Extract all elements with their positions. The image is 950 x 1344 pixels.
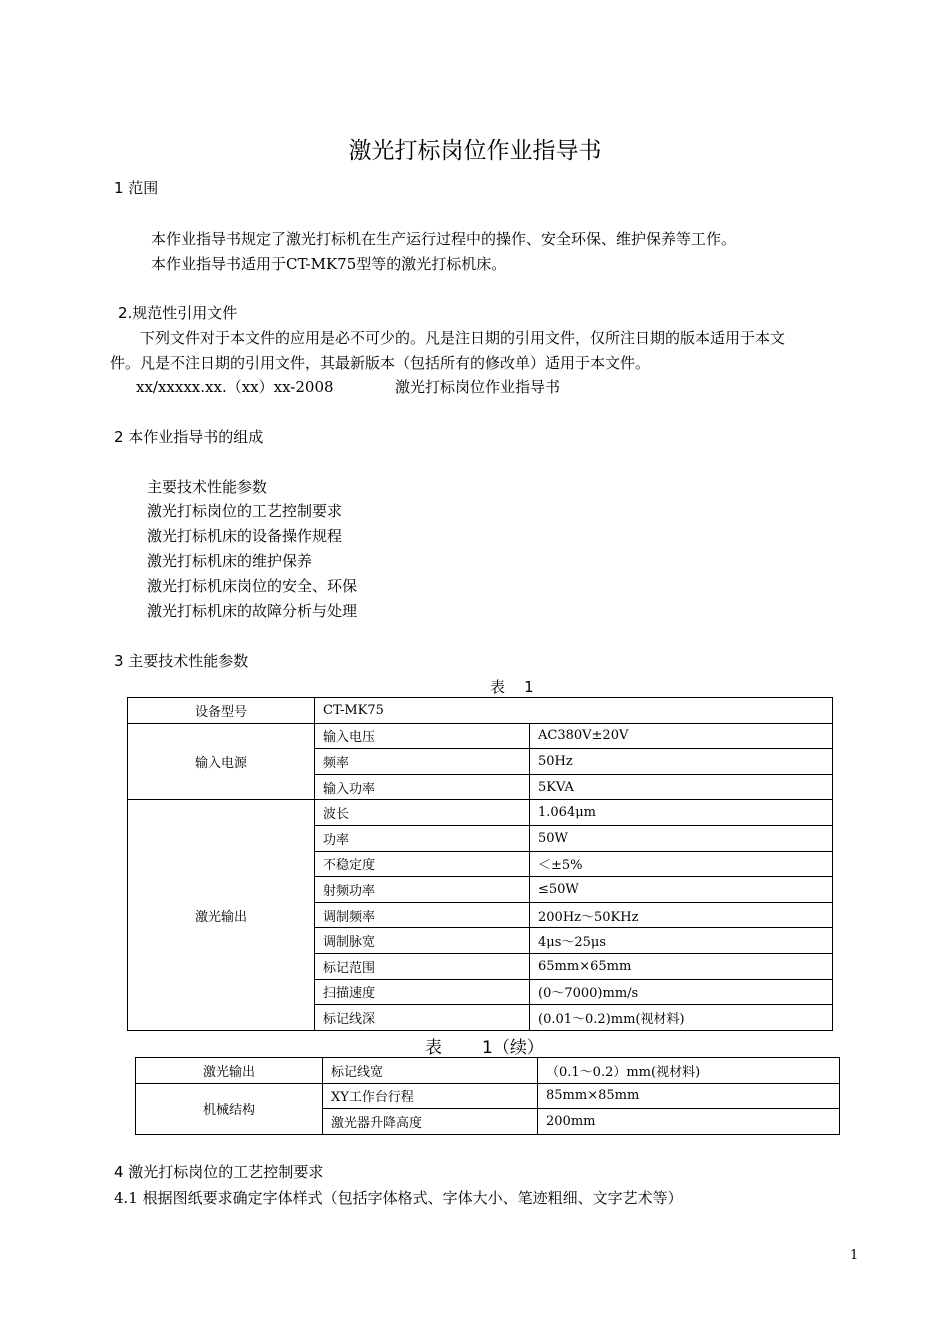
power-group-cell: 输入电源 bbox=[128, 723, 315, 800]
section-1-heading: 1 范围 bbox=[114, 179, 159, 197]
composition-item: 激光打标机床的设备操作规程 bbox=[147, 527, 343, 545]
parameters-table-continued bbox=[135, 1057, 840, 1135]
param-value-cell: ＜±5% bbox=[530, 851, 833, 877]
param-value-cell: 200Hz～50KHz bbox=[530, 902, 833, 928]
page-title: 激光打标岗位作业指导书 bbox=[348, 138, 602, 164]
param-name-cell: 不稳定度 bbox=[315, 851, 530, 877]
reference-name: 激光打标岗位作业指导书 bbox=[395, 378, 561, 396]
param-name-cell: 频率 bbox=[315, 749, 530, 775]
process-control-item-4-1: 4.1 根据图纸要求确定字体样式（包括字体格式、字体大小、笔迹粗细、文字艺术等） bbox=[114, 1189, 683, 1207]
param-value-cell: ≤50W bbox=[530, 877, 833, 903]
mechanical-group-cell: 机械结构 bbox=[136, 1083, 323, 1134]
table-1-continued-caption-label: 表 bbox=[425, 1038, 442, 1058]
normative-references-line-2: 件。凡是不注日期的引用文件，其最新版本（包括所有的修改单）适用于本文件。 bbox=[110, 354, 651, 372]
param-name-cell: 调制频率 bbox=[315, 902, 530, 928]
normative-references-heading: 2.规范性引用文件 bbox=[118, 304, 238, 322]
param-value-cell: 65mm×65mm bbox=[530, 953, 833, 979]
composition-item: 激光打标机床的维护保养 bbox=[147, 552, 313, 570]
param-value-cell: (0.01～0.2)mm(视材料) bbox=[530, 1005, 833, 1031]
param-name-cell: XY工作台行程 bbox=[323, 1083, 538, 1109]
param-name-cell: 调制脉宽 bbox=[315, 928, 530, 954]
process-control-heading: 4 激光打标岗位的工艺控制要求 bbox=[114, 1163, 324, 1181]
model-label-cell: 设备型号 bbox=[128, 698, 315, 724]
param-name-cell: 射频功率 bbox=[315, 877, 530, 903]
page-number: 1 bbox=[850, 1248, 859, 1263]
param-value-cell: 1.064μm bbox=[530, 800, 833, 826]
param-value-cell: AC380V±20V bbox=[530, 723, 833, 749]
param-value-cell: 85mm×85mm bbox=[538, 1083, 840, 1109]
composition-item: 激光打标岗位的工艺控制要求 bbox=[147, 502, 343, 520]
param-name-cell: 标记线宽 bbox=[323, 1058, 538, 1084]
model-value-cell: CT-MK75 bbox=[315, 698, 833, 724]
section-1-paragraph-1: 本作业指导书规定了激光打标机在生产运行过程中的操作、安全环保、维护保养等工作。 bbox=[151, 230, 737, 248]
parameters-heading: 3 主要技术性能参数 bbox=[114, 652, 249, 670]
table-row bbox=[128, 698, 833, 724]
param-name-cell: 波长 bbox=[315, 800, 530, 826]
param-name-cell: 激光器升降高度 bbox=[323, 1109, 538, 1135]
composition-item: 激光打标机床岗位的安全、环保 bbox=[147, 577, 358, 595]
param-value-cell: （0.1～0.2）mm(视材料) bbox=[538, 1058, 840, 1084]
laser-group-cell: 激光输出 bbox=[128, 800, 315, 1030]
param-name-cell: 标记线深 bbox=[315, 1005, 530, 1031]
laser-group-cell: 激光输出 bbox=[136, 1058, 323, 1084]
composition-heading: 2 本作业指导书的组成 bbox=[114, 428, 264, 446]
param-name-cell: 输入电压 bbox=[315, 723, 530, 749]
reference-code: xx/xxxxx.xx.（xx）xx-2008 bbox=[136, 378, 334, 396]
table-row bbox=[136, 1083, 840, 1109]
param-name-cell: 输入功率 bbox=[315, 774, 530, 800]
composition-item: 激光打标机床的故障分析与处理 bbox=[147, 602, 358, 620]
param-name-cell: 扫描速度 bbox=[315, 979, 530, 1005]
table-1-caption: 表 1 bbox=[490, 678, 534, 696]
param-value-cell: 50Hz bbox=[530, 749, 833, 775]
table-1-continued-caption-number: 1（续） bbox=[482, 1038, 544, 1058]
section-1-paragraph-2: 本作业指导书适用于CT-MK75型等的激光打标机床。 bbox=[151, 255, 507, 273]
composition-item: 主要技术性能参数 bbox=[147, 478, 268, 496]
param-value-cell: 4μs～25μs bbox=[530, 928, 833, 954]
table-row bbox=[136, 1058, 840, 1084]
table-row bbox=[128, 800, 833, 826]
param-value-cell: 5KVA bbox=[530, 774, 833, 800]
param-value-cell: (0～7000)mm/s bbox=[530, 979, 833, 1005]
param-name-cell: 标记范围 bbox=[315, 953, 530, 979]
param-value-cell: 50W bbox=[530, 825, 833, 851]
table-row bbox=[128, 723, 833, 749]
parameters-table bbox=[127, 697, 833, 1031]
param-value-cell: 200mm bbox=[538, 1109, 840, 1135]
param-name-cell: 功率 bbox=[315, 825, 530, 851]
normative-references-line-1: 下列文件对于本文件的应用是必不可少的。凡是注日期的引用文件，仅所注日期的版本适用于本文 bbox=[140, 329, 786, 347]
